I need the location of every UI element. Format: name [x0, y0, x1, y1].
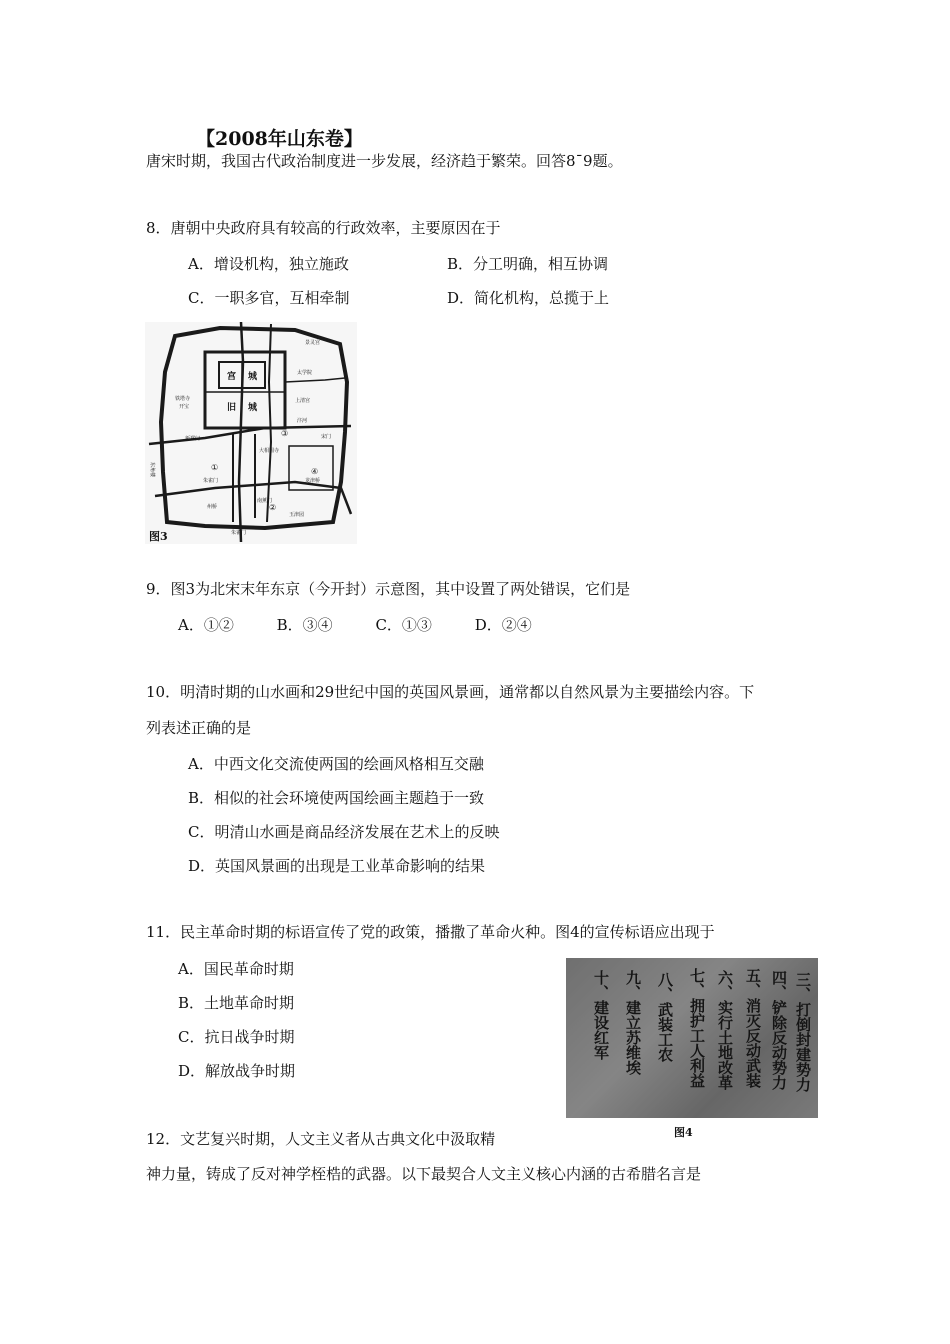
map-label-palace-1: 宫 — [227, 372, 237, 382]
q10-option-b: B．相似的社会环境使两国绘画主题趋于一致 — [188, 789, 485, 807]
q9-options — [178, 614, 570, 635]
q8-option-a: A．增设机构，独立施政 — [188, 255, 349, 273]
map-label-south-left: 朱雀门 — [203, 478, 219, 484]
map-label-east-gate: 宋门 — [321, 434, 332, 440]
q10-option-d: D．英国风景画的出现是工业革命影响的结果 — [188, 857, 486, 875]
q9-option-a: A．①② — [178, 616, 234, 634]
figure-3-caption: 图3 — [149, 530, 168, 543]
map-label-palace-2: 城 — [248, 372, 258, 382]
q8-option-b: B．分工明确，相互协调 — [447, 255, 609, 273]
q11-option-a: A．国民革命时期 — [178, 960, 294, 978]
map-label-west-top: 铁塔寺 — [175, 396, 191, 402]
q10-option-a: A．中西文化交流使两国的绘画风格相互交融 — [188, 755, 484, 773]
slogan-col-7: 九、建立苏维埃 — [624, 970, 640, 1075]
intro-text: 唐宋时期，我国古代政治制度进一步发展，经济趋于繁荣。回答8¯9题。 — [146, 152, 623, 170]
map-label-south-1: 玉津园 — [289, 512, 305, 518]
q9-option-d: D．②④ — [474, 616, 532, 634]
q10-option-c: C．明清山水画是商品经济发展在艺术上的反映 — [188, 823, 500, 841]
map-label-bottom-gate: 朱雀门 — [231, 530, 247, 536]
map-marker-2: ② — [269, 503, 277, 512]
figure-4-slogan-photo — [566, 958, 818, 1118]
section-title: 【2008年山东卷】 — [196, 128, 363, 150]
slogan-columns — [566, 958, 818, 1118]
map-label-south-street: 大相国寺 — [259, 448, 280, 454]
q8-option-d: D．简化机构，总揽于上 — [447, 289, 610, 307]
slogan-col-8: 十、建设红军 — [592, 970, 608, 1060]
map-marker-3: ③ — [281, 429, 289, 438]
q12-stem-line2: 神力量，铸成了反对神学桎梏的武器。以下最契合人文主义核心内涵的古希腊名言是 — [146, 1165, 702, 1183]
map-marker-4: ④ — [311, 467, 319, 476]
slogan-col-3: 五、消灭反动武装 — [744, 968, 760, 1088]
map-label-west-sub: 开宝 — [179, 404, 190, 410]
q10-stem-line1: 10．明清时期的山水画和29世纪中国的英国风景画，通常都以自然风景为主要描绘内容。下 — [146, 683, 755, 701]
map-label-north-mid: 景灵宫 — [305, 340, 321, 346]
map-label-east-right: 上清宫 — [295, 398, 311, 404]
q11-stem: 11．民主革命时期的标语宣传了党的政策，播撒了革命火种。图4的宣传标语应出现于 — [146, 923, 715, 941]
slogan-col-2: 四、铲除反动势力 — [770, 970, 786, 1090]
slogan-col-4: 六、实行土地改革 — [716, 970, 732, 1090]
map-label-west-road: 新郑门 — [185, 436, 201, 442]
q9-option-b: B．③④ — [276, 616, 333, 634]
figure-4-caption: 图4 — [674, 1126, 693, 1139]
slogan-col-5: 七、拥护工人利益 — [688, 968, 704, 1088]
q11-option-b: B．土地革命时期 — [178, 994, 295, 1012]
q11-option-c: C．抗日战争时期 — [178, 1028, 295, 1046]
map-label-south-right: 龙津桥 — [305, 478, 321, 484]
map-label-tower: 东角楼 — [149, 462, 155, 478]
slogan-col-6: 八、武装工农 — [656, 972, 672, 1062]
q8-option-c: C．一职多官，互相牵制 — [188, 289, 350, 307]
kaifeng-map-drawing — [145, 322, 357, 544]
slogan-col-1: 三、打倒封建势力 — [794, 972, 810, 1092]
map-label-inner-2: 城 — [248, 403, 258, 413]
map-label-east-street: 汴河 — [297, 418, 308, 424]
q12-stem-line1: 12．文艺复兴时期，人文主义者从古典文化中汲取精 — [146, 1130, 496, 1148]
map-label-south-center: 州桥 — [207, 504, 218, 510]
q9-stem: 9．图3为北宋末年东京（今开封）示意图，其中设置了两处错误，它们是 — [146, 580, 631, 598]
map-label-south-gate: 南薰门 — [257, 498, 273, 504]
map-marker-1: ① — [211, 463, 219, 472]
q9-option-c: C．①③ — [375, 616, 432, 634]
q8-stem: 8．唐朝中央政府具有较高的行政效率，主要原因在于 — [146, 219, 501, 237]
figure-3-map — [145, 322, 357, 544]
q11-option-d: D．解放战争时期 — [178, 1062, 296, 1080]
q10-stem-line2: 列表述正确的是 — [146, 719, 252, 737]
map-label-north-right: 太学院 — [297, 370, 313, 376]
map-label-inner-1: 旧 — [227, 403, 237, 413]
